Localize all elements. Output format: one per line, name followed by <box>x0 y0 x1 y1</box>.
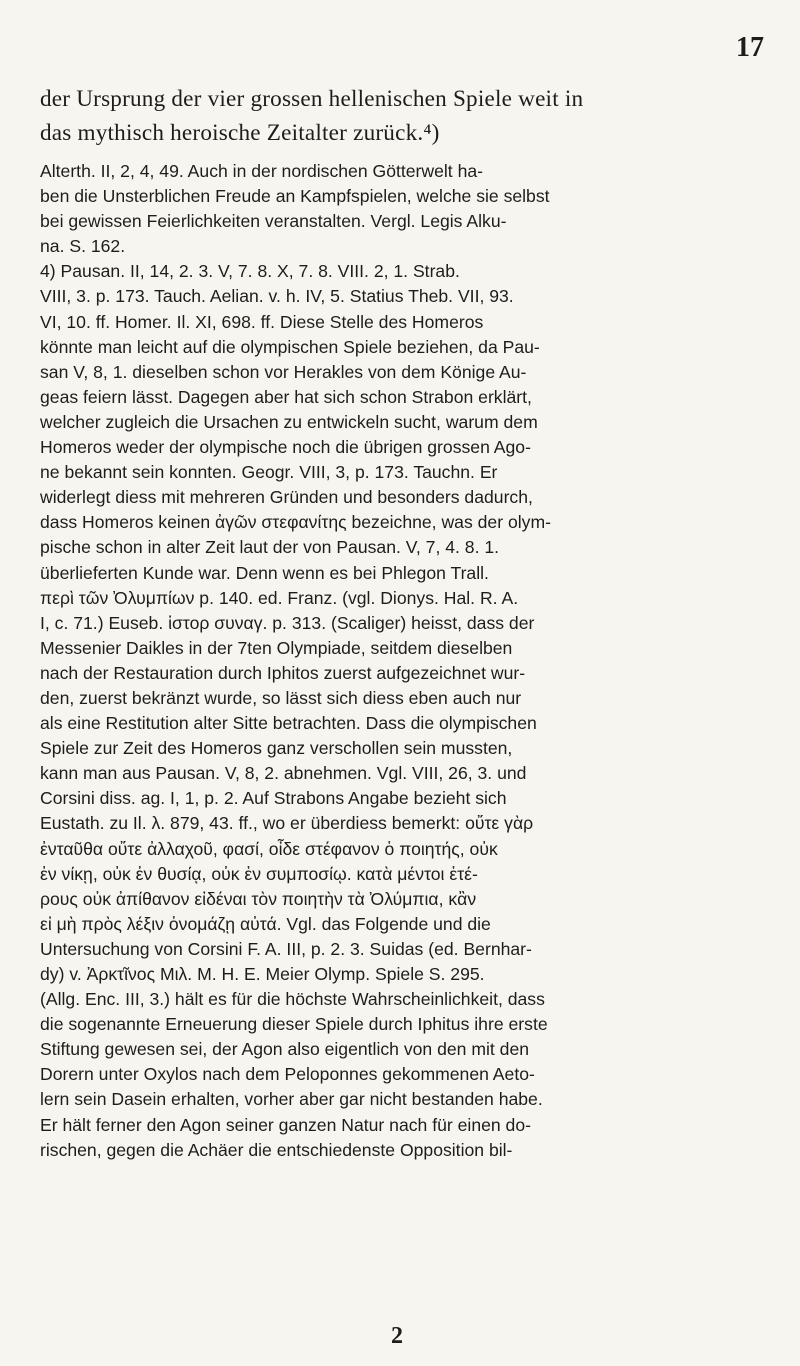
footnote-line: lern sein Dasein erhalten, vorher aber gar nicht bestanden habe. <box>40 1089 543 1110</box>
footnote-line: pische schon in alter Zeit laut der von Pausan. V, 7, 4. 8. 1. <box>40 537 500 558</box>
footnote-line: εἰ μὴ πρὸς λέξιν ὀνομάζῃ αὐτά. Vgl. das Folgende und die <box>40 913 491 934</box>
footnote-line: (Allg. Enc. III, 3.) hält es für die höchste Wahrscheinlichkeit, dass <box>40 989 545 1010</box>
main-text <box>40 82 780 150</box>
footnote-line: dass Homeros keinen ἀγῶν στεφανίτης bezeichne, was der olym- <box>40 512 551 533</box>
footnote-line: ne bekannt sein konnten. Geogr. VIII, 3, p. 173. Tauchn. Er <box>40 462 498 483</box>
signature-mark: 2 <box>391 1323 403 1349</box>
footnote-line: Spiele zur Zeit des Homeros ganz verschollen sein mussten, <box>40 738 513 759</box>
footnote-line: Eustath. zu Il. λ. 879, 43. ff., wo er überdiess bemerkt: οὔτε γὰρ <box>40 813 534 834</box>
footnote-line: ἐν νίκῃ, οὐκ ἐν θυσίᾳ, οὐκ ἐν συμποσίῳ. κατὰ μέντοι ἑτέ- <box>40 863 478 884</box>
footnote-line: überlieferten Kunde war. Denn wenn es bei Phlegon Trall. <box>40 562 489 583</box>
footnote-line: περὶ τῶν Ὀλυμπίων p. 140. ed. Franz. (vgl. Dionys. Hal. R. A. <box>40 587 519 608</box>
footnote-line: welcher zugleich die Ursachen zu entwickeln sucht, warum dem <box>40 411 538 432</box>
footnote-line: 4) Pausan. II, 14, 2. 3. V, 7. 8. X, 7. 8. VIII. 2, 1. Strab. <box>40 261 460 282</box>
footnote-line: Untersuchung von Corsini F. A. III, p. 2. 3. Suidas (ed. Bernhar- <box>40 938 532 959</box>
footnote-line: na. S. 162. <box>40 236 126 257</box>
footnote-line: ἐνταῦθα οὔτε ἀλλαχοῦ, φασί, οἶδε στέφανον ὁ ποιητής, οὐκ <box>40 838 498 859</box>
page-number: 17 <box>736 32 764 63</box>
footnote-line: Alterth. II, 2, 4, 49. Auch in der nordischen Götterwelt ha- <box>40 161 484 181</box>
footnote-line: dy) v. Ἀρκτῖνος Μιλ. M. H. E. Meier Olymp. Spiele S. 295. <box>40 964 485 984</box>
footnote-line: die sogenannte Erneuerung dieser Spiele durch Iphitus ihre erste <box>40 1014 548 1035</box>
footnote-line: kann man aus Pausan. V, 8, 2. abnehmen. Vgl. VIII, 26, 3. und <box>40 763 527 784</box>
footnote-line: VIII, 3. p. 173. Tauch. Aelian. v. h. IV, 5. Statius Theb. VII, 93. <box>40 286 514 307</box>
footnotes-block <box>40 159 780 1163</box>
footnote-line: Homeros weder der olympische noch die übrigen grossen Ago- <box>40 437 531 458</box>
footnote-line: Stiftung gewesen sei, der Agon also eigentlich von den mit den <box>40 1039 530 1060</box>
footnote-line: Dorern unter Oxylos nach dem Peloponnes gekommenen Aeto- <box>40 1064 535 1085</box>
footnote-line: I, c. 71.) Euseb. ἱστορ συναγ. p. 313. (Scaliger) heisst, dass der <box>40 612 535 633</box>
main-text-line: das mythisch heroische Zeitalter zurück.⁴) <box>40 120 440 146</box>
footnote-line: Er hält ferner den Agon seiner ganzen Natur nach für einen do- <box>40 1114 531 1135</box>
footnote-line: ρους οὐκ ἀπίθανον εἰδέναι τὸν ποιητὴν τὰ Ὀλύμπια, κἂν <box>40 888 477 909</box>
footnote-line: als eine Restitution alter Sitte betrachten. Dass die olympischen <box>40 713 537 734</box>
footnote-line: rischen, gegen die Achäer die entschiedenste Opposition bil- <box>40 1139 513 1160</box>
footnote-line: VI, 10. ff. Homer. Il. XI, 698. ff. Diese Stelle des Homeros <box>40 311 484 332</box>
main-text-line: der Ursprung der vier grossen hellenischen Spiele weit in <box>40 86 584 112</box>
footnote-line: geas feiern lässt. Dagegen aber hat sich schon Strabon erklärt, <box>40 386 532 407</box>
footnote-line: Messenier Daikles in der 7ten Olympiade, seitdem dieselben <box>40 637 513 658</box>
footnote-line: ben die Unsterblichen Freude an Kampfspielen, welche sie selbst <box>40 186 550 207</box>
footnote-line: nach der Restauration durch Iphitos zuerst aufgezeichnet wur- <box>40 662 526 683</box>
footnote-line: könnte man leicht auf die olympischen Spiele beziehen, da Pau- <box>40 336 540 357</box>
footnote-line: widerlegt diess mit mehreren Gründen und besonders dadurch, <box>40 487 533 508</box>
footnote-line: san V, 8, 1. dieselben schon vor Herakles von dem Könige Au- <box>40 361 527 382</box>
footnote-line: bei gewissen Feierlichkeiten veranstalten. Vergl. Legis Alku- <box>40 211 507 232</box>
footnote-line: Corsini diss. ag. I, 1, p. 2. Auf Strabons Angabe bezieht sich <box>40 788 507 809</box>
footnote-line: den, zuerst bekränzt wurde, so lässt sich diess eben auch nur <box>40 687 522 708</box>
